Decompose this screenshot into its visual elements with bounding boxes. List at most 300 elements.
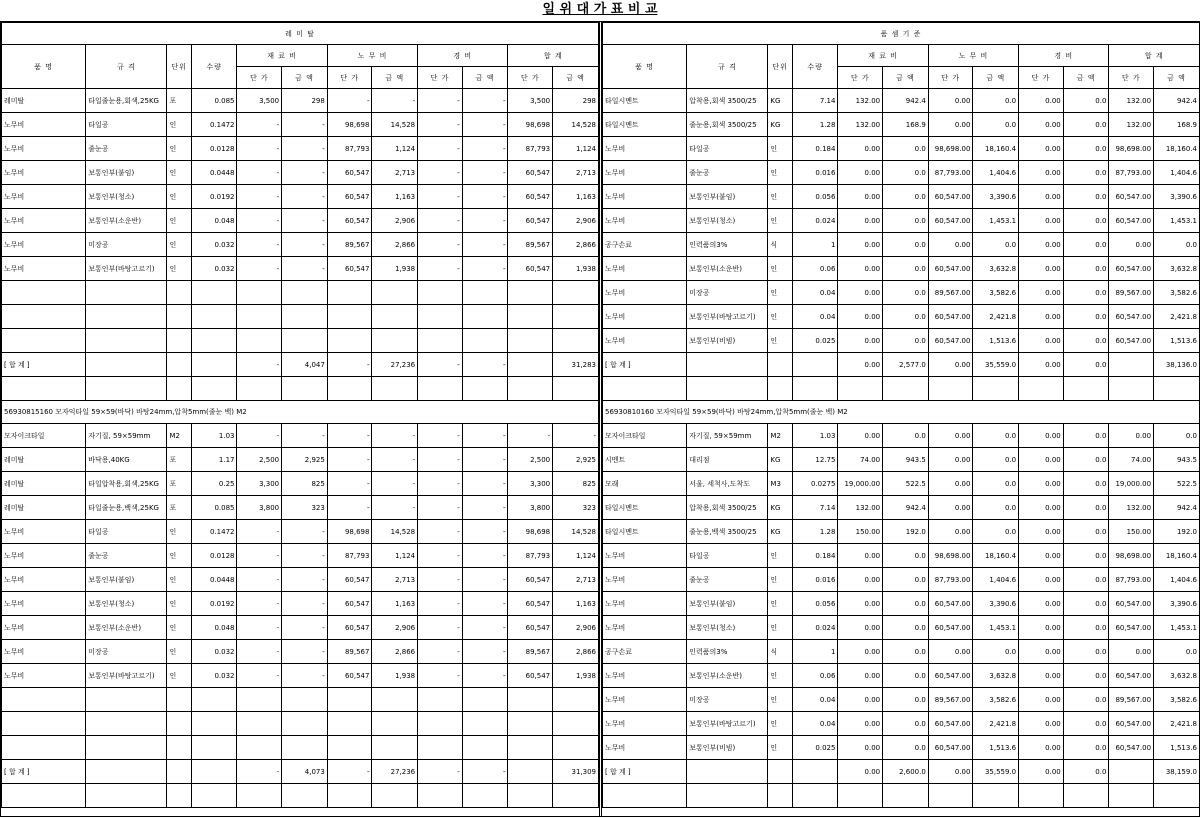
header-amount: 금 액 xyxy=(1063,67,1109,89)
cell-labor-price: - xyxy=(327,472,372,496)
table-row xyxy=(2,544,599,568)
cell-total-price: 89,567 xyxy=(508,233,553,257)
cell-spec: 보통인부(비빔) xyxy=(687,736,768,760)
cell-material-amount: 0.0 xyxy=(883,640,929,664)
empty-cell xyxy=(282,688,328,712)
cell-total-price xyxy=(1109,353,1154,377)
cell-material-amount: - xyxy=(282,257,328,281)
header-amount: 금 액 xyxy=(553,67,599,89)
panel-divider xyxy=(599,22,600,816)
cell-material-price: - xyxy=(237,568,282,592)
empty-row xyxy=(2,305,599,329)
empty-cell xyxy=(418,712,463,736)
cell-total-price: 89,567.00 xyxy=(1109,281,1154,305)
cell-expense-amount: - xyxy=(462,664,508,688)
empty-cell xyxy=(462,305,508,329)
cell-material-amount: 0.0 xyxy=(883,161,929,185)
cell-labor-price: - xyxy=(327,448,372,472)
table-row xyxy=(603,640,1200,664)
cell-material-price: - xyxy=(237,161,282,185)
cell-labor-price: - xyxy=(327,424,372,448)
cell-expense-price: - xyxy=(418,760,463,784)
cell-labor-price: 0.00 xyxy=(928,640,973,664)
cell-item: 노무비 xyxy=(603,544,687,568)
empty-cell xyxy=(418,736,463,760)
cell-qty: 12.75 xyxy=(792,448,838,472)
cell-unit: KG xyxy=(768,113,792,137)
cell-expense-price: - xyxy=(418,472,463,496)
cell-labor-amount: 1,513.6 xyxy=(973,736,1019,760)
cell-expense-price: 0.00 xyxy=(1019,616,1064,640)
cell-total-amount: 0.0 xyxy=(1154,233,1200,257)
table-row xyxy=(603,592,1200,616)
cell-item: [ 합 계 ] xyxy=(603,353,687,377)
cell-qty: 0.04 xyxy=(792,305,838,329)
cell-material-amount: 0.0 xyxy=(883,329,929,353)
cell-total-price: 0.00 xyxy=(1109,640,1154,664)
cell-material-amount: 0.0 xyxy=(883,233,929,257)
empty-row xyxy=(603,377,1200,401)
cell-labor-price: 87,793 xyxy=(327,137,372,161)
cell-labor-amount: 0.0 xyxy=(973,472,1019,496)
cell-total-price: 98,698 xyxy=(508,113,553,137)
cell-labor-price: - xyxy=(327,89,372,113)
cell-material-amount: - xyxy=(282,185,328,209)
cell-labor-price: 0.00 xyxy=(928,496,973,520)
cell-material-price: - xyxy=(237,137,282,161)
table-row xyxy=(603,472,1200,496)
cell-spec: 보통인부(청소) xyxy=(86,185,167,209)
cell-expense-price: 0.00 xyxy=(1019,496,1064,520)
cell-spec: 타일공 xyxy=(86,520,167,544)
subtotal-row xyxy=(603,760,1200,784)
cell-material-amount: - xyxy=(282,233,328,257)
empty-cell xyxy=(792,784,838,808)
header-unit: 단위 xyxy=(167,45,191,89)
cell-total-price: 3,500 xyxy=(508,89,553,113)
cell-total-price: 98,698.00 xyxy=(1109,137,1154,161)
empty-row xyxy=(2,377,599,401)
cell-labor-price: - xyxy=(327,760,372,784)
left-panel-remital xyxy=(1,22,599,816)
cell-material-price: 3,800 xyxy=(237,496,282,520)
cell-labor-amount: 3,390.6 xyxy=(973,592,1019,616)
cell-labor-price: 89,567 xyxy=(327,640,372,664)
cell-total-amount: 3,390.6 xyxy=(1154,592,1200,616)
empty-cell xyxy=(883,377,929,401)
empty-cell xyxy=(768,377,792,401)
cell-total-amount: 1,404.6 xyxy=(1154,568,1200,592)
cell-labor-price: 60,547 xyxy=(327,568,372,592)
cell-expense-amount: - xyxy=(462,640,508,664)
cell-total-amount: 14,528 xyxy=(553,113,599,137)
cell-labor-amount: 35,559.0 xyxy=(973,760,1019,784)
empty-cell xyxy=(86,281,167,305)
cell-labor-price: 0.00 xyxy=(928,520,973,544)
cell-labor-amount: 0.0 xyxy=(973,520,1019,544)
cell-expense-price: - xyxy=(418,568,463,592)
cell-total-price: 60,547.00 xyxy=(1109,209,1154,233)
cell-total-amount: 323 xyxy=(553,496,599,520)
cell-labor-amount: 27,236 xyxy=(372,760,418,784)
empty-cell xyxy=(553,305,599,329)
table-row xyxy=(2,257,599,281)
cell-qty: 0.024 xyxy=(792,209,838,233)
cell-material-amount: 0.0 xyxy=(883,688,929,712)
cell-material-amount: - xyxy=(282,424,328,448)
cell-labor-price: 98,698.00 xyxy=(928,544,973,568)
cell-expense-price: - xyxy=(418,353,463,377)
cell-labor-amount: 2,421.8 xyxy=(973,305,1019,329)
cell-material-price: - xyxy=(237,209,282,233)
cell-total-price: 150.00 xyxy=(1109,520,1154,544)
cell-spec: 자기질, 59×59mm xyxy=(86,424,167,448)
cell-labor-price: 60,547.00 xyxy=(928,664,973,688)
empty-cell xyxy=(883,784,929,808)
table-row xyxy=(603,544,1200,568)
cell-material-amount: - xyxy=(282,209,328,233)
header-unit-price: 단 가 xyxy=(838,67,883,89)
cell-qty xyxy=(792,353,838,377)
empty-cell xyxy=(553,377,599,401)
cell-labor-amount: 3,582.6 xyxy=(973,688,1019,712)
cell-total-price: 60,547.00 xyxy=(1109,736,1154,760)
empty-cell xyxy=(508,688,553,712)
empty-cell xyxy=(462,688,508,712)
cell-labor-amount: - xyxy=(372,496,418,520)
cell-expense-amount: - xyxy=(462,161,508,185)
header-amount: 금 액 xyxy=(372,67,418,89)
table-row xyxy=(603,664,1200,688)
empty-cell xyxy=(282,784,328,808)
cell-expense-price: - xyxy=(418,161,463,185)
cell-expense-price: 0.00 xyxy=(1019,640,1064,664)
table-row xyxy=(2,161,599,185)
empty-cell xyxy=(282,736,328,760)
cell-qty: 1 xyxy=(792,233,838,257)
cell-total-amount: - xyxy=(553,424,599,448)
cell-labor-amount: 0.0 xyxy=(973,233,1019,257)
cell-unit xyxy=(167,760,191,784)
empty-cell xyxy=(191,305,237,329)
table-heading-row xyxy=(2,23,599,45)
cell-expense-price: - xyxy=(418,257,463,281)
empty-cell xyxy=(372,784,418,808)
empty-cell xyxy=(237,305,282,329)
cell-material-price: 0.00 xyxy=(838,233,883,257)
cell-total-amount: 31,309 xyxy=(553,760,599,784)
cell-item: 노무비 xyxy=(603,688,687,712)
cell-labor-amount: 3,390.6 xyxy=(973,185,1019,209)
cell-material-price: 0.00 xyxy=(838,568,883,592)
cell-qty: 7.14 xyxy=(792,496,838,520)
empty-cell xyxy=(2,784,86,808)
empty-cell xyxy=(508,377,553,401)
cell-material-price: 132.00 xyxy=(838,113,883,137)
cell-unit: 인 xyxy=(768,305,792,329)
empty-cell xyxy=(191,736,237,760)
cell-unit: 포 xyxy=(167,472,191,496)
empty-cell xyxy=(1154,377,1200,401)
cell-item: 타일시멘트 xyxy=(603,496,687,520)
cell-material-amount: 942.4 xyxy=(883,496,929,520)
cell-material-price: 0.00 xyxy=(838,257,883,281)
cell-item: 레미탈 xyxy=(2,448,86,472)
cell-spec: 보통인부(청소) xyxy=(86,592,167,616)
empty-cell xyxy=(282,281,328,305)
cell-item: 시멘트 xyxy=(603,448,687,472)
cell-expense-price: 0.00 xyxy=(1019,592,1064,616)
section-title: 56930815160 모자익타일 59×59(바닥) 바탕24mm,압착5mm(줄눈 백) M2 xyxy=(2,401,599,424)
cell-unit xyxy=(768,353,792,377)
cell-expense-price: - xyxy=(418,496,463,520)
table-row xyxy=(603,185,1200,209)
cell-expense-price: 0.00 xyxy=(1019,736,1064,760)
cell-item: 노무비 xyxy=(603,592,687,616)
cell-total-price: 60,547 xyxy=(508,185,553,209)
cell-expense-amount: 0.0 xyxy=(1063,568,1109,592)
cell-expense-price: - xyxy=(418,592,463,616)
cell-material-amount: 0.0 xyxy=(883,544,929,568)
cell-spec: 보통인부(바탕고르기) xyxy=(687,712,768,736)
header-material: 재 료 비 xyxy=(838,45,928,67)
cell-expense-amount: 0.0 xyxy=(1063,616,1109,640)
table-row xyxy=(603,448,1200,472)
cell-total-amount: 3,390.6 xyxy=(1154,185,1200,209)
cell-spec xyxy=(86,353,167,377)
cell-total-price: 98,698.00 xyxy=(1109,544,1154,568)
section-title-row xyxy=(603,401,1200,424)
empty-cell xyxy=(687,377,768,401)
cell-material-price: - xyxy=(237,233,282,257)
empty-cell xyxy=(167,281,191,305)
empty-cell xyxy=(86,712,167,736)
empty-cell xyxy=(237,688,282,712)
cell-expense-price: - xyxy=(418,640,463,664)
cell-unit: 인 xyxy=(768,257,792,281)
empty-cell xyxy=(462,377,508,401)
empty-cell xyxy=(327,712,372,736)
cell-spec: 인력품의3% xyxy=(687,233,768,257)
empty-cell xyxy=(508,281,553,305)
cell-material-price: 132.00 xyxy=(838,496,883,520)
cell-material-amount: - xyxy=(282,137,328,161)
table-row xyxy=(2,568,599,592)
cell-unit: M3 xyxy=(768,472,792,496)
empty-cell xyxy=(603,784,687,808)
cell-labor-price: 0.00 xyxy=(928,89,973,113)
cell-total-amount: 14,528 xyxy=(553,520,599,544)
cell-total-amount: 2,866 xyxy=(553,233,599,257)
cell-item: 노무비 xyxy=(2,137,86,161)
subtotal-row xyxy=(2,353,599,377)
cell-expense-price: 0.00 xyxy=(1019,89,1064,113)
cell-expense-amount: 0.0 xyxy=(1063,233,1109,257)
empty-cell xyxy=(553,688,599,712)
cell-total-amount: 1,453.1 xyxy=(1154,616,1200,640)
empty-cell xyxy=(508,712,553,736)
cell-material-price: - xyxy=(237,640,282,664)
table-row xyxy=(2,664,599,688)
cell-expense-amount: 0.0 xyxy=(1063,209,1109,233)
cell-labor-price: 0.00 xyxy=(928,233,973,257)
cell-unit: 인 xyxy=(768,209,792,233)
cell-material-price: 19,000.00 xyxy=(838,472,883,496)
cell-total-amount: 168.9 xyxy=(1154,113,1200,137)
cell-total-price: 60,547.00 xyxy=(1109,257,1154,281)
cell-labor-amount: 1,404.6 xyxy=(973,568,1019,592)
cell-material-price: - xyxy=(237,257,282,281)
column-header-row xyxy=(603,45,1200,67)
empty-cell xyxy=(86,305,167,329)
cell-spec: 보통인부(소운반) xyxy=(687,257,768,281)
cell-item: 노무비 xyxy=(2,233,86,257)
cell-material-amount: - xyxy=(282,161,328,185)
cell-labor-price: 60,547 xyxy=(327,664,372,688)
cell-qty: 0.016 xyxy=(792,568,838,592)
cell-spec xyxy=(687,353,768,377)
page-title-text: 일 위 대 가 표 비 교 xyxy=(542,2,658,17)
cell-qty: 0.056 xyxy=(792,185,838,209)
cell-item: 노무비 xyxy=(603,329,687,353)
empty-cell xyxy=(462,329,508,353)
cell-total-price: 89,567.00 xyxy=(1109,688,1154,712)
cell-expense-price: - xyxy=(418,209,463,233)
cell-labor-amount: 1,938 xyxy=(372,664,418,688)
cell-material-amount: 323 xyxy=(282,496,328,520)
cell-labor-price: 0.00 xyxy=(928,113,973,137)
cell-qty: 0.0275 xyxy=(792,472,838,496)
cell-expense-amount: 0.0 xyxy=(1063,281,1109,305)
cell-material-amount: 522.5 xyxy=(883,472,929,496)
empty-cell xyxy=(191,784,237,808)
cell-total-amount: 1,453.1 xyxy=(1154,209,1200,233)
cell-material-price: 0.00 xyxy=(838,616,883,640)
cell-labor-price: 0.00 xyxy=(928,760,973,784)
cell-material-price: 74.00 xyxy=(838,448,883,472)
cell-expense-amount: 0.0 xyxy=(1063,760,1109,784)
cell-total-price: 60,547.00 xyxy=(1109,592,1154,616)
cell-total-amount: 2,906 xyxy=(553,209,599,233)
empty-cell xyxy=(237,281,282,305)
cell-qty: 0.0192 xyxy=(191,185,237,209)
cell-material-amount: 0.0 xyxy=(883,616,929,640)
cell-spec: 타일줄눈용,백색,25KG xyxy=(86,496,167,520)
cell-expense-amount: - xyxy=(462,616,508,640)
empty-cell xyxy=(237,712,282,736)
cell-item: 타일시멘트 xyxy=(603,520,687,544)
cell-material-amount: 0.0 xyxy=(883,592,929,616)
cell-unit: 인 xyxy=(167,544,191,568)
cell-material-amount: 4,073 xyxy=(282,760,328,784)
cell-expense-price: 0.00 xyxy=(1019,353,1064,377)
cell-total-amount: 0.0 xyxy=(1154,424,1200,448)
cell-expense-amount: - xyxy=(462,568,508,592)
cell-material-price: 0.00 xyxy=(838,544,883,568)
table-row xyxy=(2,616,599,640)
empty-cell xyxy=(418,281,463,305)
empty-cell xyxy=(327,305,372,329)
cell-material-amount: - xyxy=(282,544,328,568)
empty-cell xyxy=(1019,784,1064,808)
cell-total-amount: 942.4 xyxy=(1154,496,1200,520)
cell-labor-price: 87,793.00 xyxy=(928,161,973,185)
cell-total-amount: 18,160.4 xyxy=(1154,137,1200,161)
cell-expense-price: 0.00 xyxy=(1019,137,1064,161)
cell-unit: 인 xyxy=(167,209,191,233)
header-qty: 수량 xyxy=(191,45,237,89)
cell-labor-amount: 0.0 xyxy=(973,640,1019,664)
empty-cell xyxy=(282,305,328,329)
cell-labor-price: 60,547 xyxy=(327,161,372,185)
cell-expense-price: 0.00 xyxy=(1019,568,1064,592)
cell-total-price: 60,547.00 xyxy=(1109,185,1154,209)
cell-labor-price: 0.00 xyxy=(928,424,973,448)
cell-material-amount: - xyxy=(282,640,328,664)
cell-total-amount: 943.5 xyxy=(1154,448,1200,472)
cell-total-price: 60,547.00 xyxy=(1109,664,1154,688)
cell-unit: 인 xyxy=(167,520,191,544)
empty-cell xyxy=(86,377,167,401)
cell-total-amount: 192.0 xyxy=(1154,520,1200,544)
cell-spec: 타일압착용,회색,25KG xyxy=(86,472,167,496)
table-row xyxy=(603,329,1200,353)
cell-qty: 0.06 xyxy=(792,664,838,688)
table-row xyxy=(603,89,1200,113)
cell-material-price: 0.00 xyxy=(838,329,883,353)
cell-total-price: 98,698 xyxy=(508,520,553,544)
cell-labor-amount: 3,632.8 xyxy=(973,257,1019,281)
cell-spec xyxy=(687,760,768,784)
cell-expense-amount: - xyxy=(462,353,508,377)
cell-expense-amount: 0.0 xyxy=(1063,89,1109,113)
cell-item: 노무비 xyxy=(603,616,687,640)
cell-qty: 0.056 xyxy=(792,592,838,616)
cell-material-amount: 192.0 xyxy=(883,520,929,544)
empty-cell xyxy=(973,784,1019,808)
cell-expense-amount: - xyxy=(462,113,508,137)
empty-cell xyxy=(1019,377,1064,401)
cell-labor-price: 60,547.00 xyxy=(928,592,973,616)
cell-expense-amount: - xyxy=(462,760,508,784)
cell-expense-price: 0.00 xyxy=(1019,257,1064,281)
right-cost-table xyxy=(602,22,1200,808)
cell-item: [ 합 계 ] xyxy=(2,353,86,377)
empty-cell xyxy=(1154,784,1200,808)
cell-unit: 인 xyxy=(167,185,191,209)
cell-labor-price: 98,698.00 xyxy=(928,137,973,161)
cell-labor-amount: 1,453.1 xyxy=(973,209,1019,233)
empty-row xyxy=(2,281,599,305)
table-row xyxy=(603,233,1200,257)
header-item: 품 명 xyxy=(603,45,687,89)
empty-cell xyxy=(603,377,687,401)
cell-labor-amount: 14,528 xyxy=(372,113,418,137)
cell-material-amount: 943.5 xyxy=(883,448,929,472)
cell-labor-price: 87,793 xyxy=(327,544,372,568)
table-row xyxy=(603,424,1200,448)
table-row xyxy=(2,113,599,137)
empty-cell xyxy=(418,784,463,808)
cell-spec: 미장공 xyxy=(687,688,768,712)
cell-expense-price: 0.00 xyxy=(1019,305,1064,329)
cell-material-price: 0.00 xyxy=(838,209,883,233)
cell-unit: 인 xyxy=(167,233,191,257)
cell-expense-amount: 0.0 xyxy=(1063,736,1109,760)
cell-spec xyxy=(86,760,167,784)
header-total: 합 계 xyxy=(508,45,599,67)
cell-qty: 1.28 xyxy=(792,520,838,544)
